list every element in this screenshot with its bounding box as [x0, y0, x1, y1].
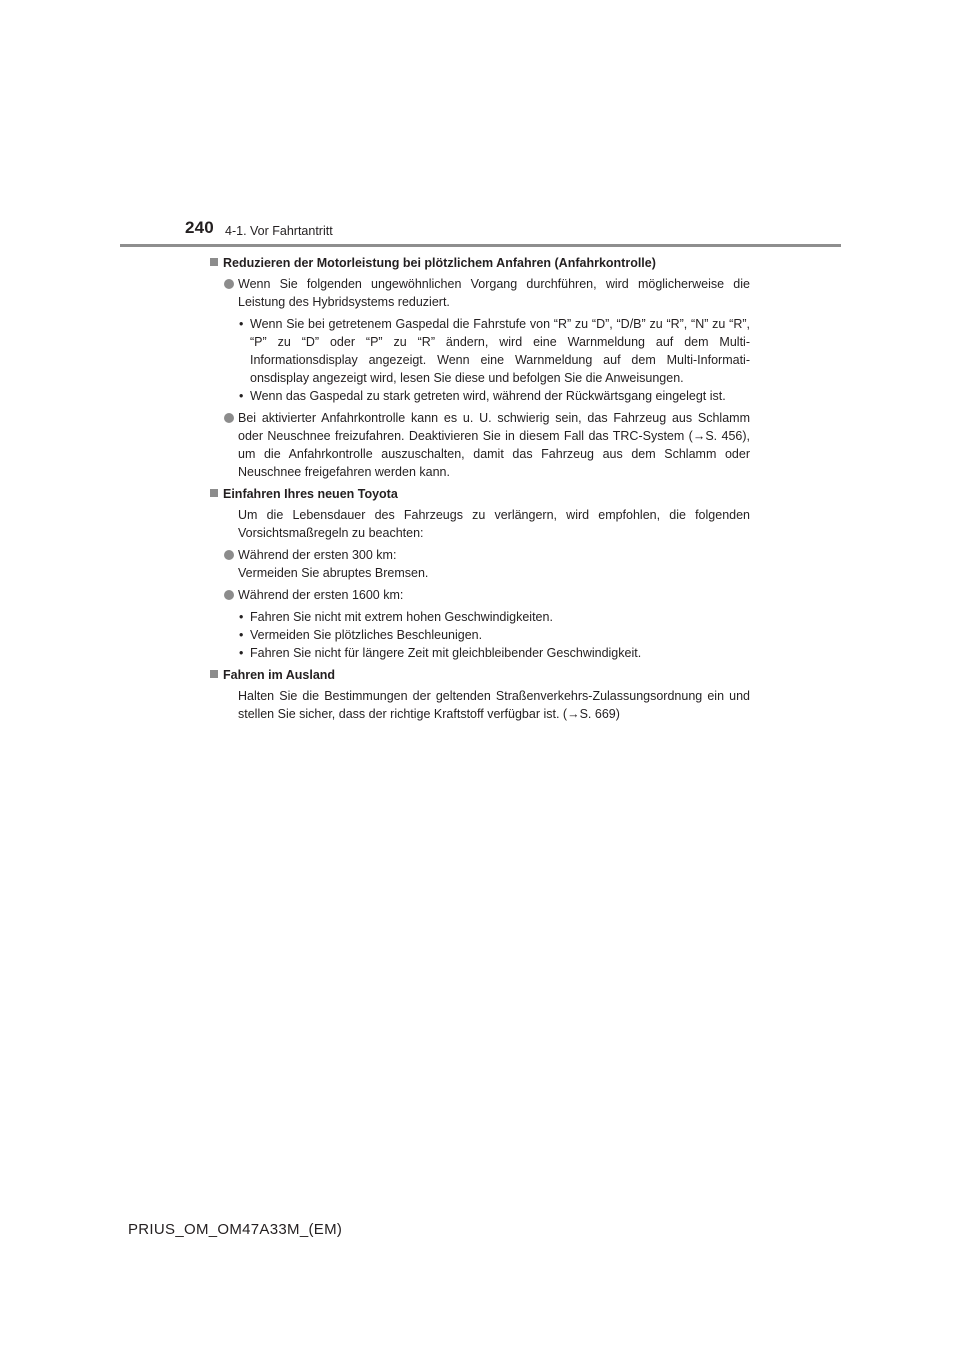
- bullet-item: [210, 275, 750, 405]
- sub-item: [210, 644, 750, 662]
- square-bullet-icon: [210, 670, 218, 678]
- document-code: PRIUS_OM_OM47A33M_(EM): [128, 1221, 343, 1238]
- sub-item-text: Wenn das Gaspedal zu stark getreten wird, während der Rückwärtsgang eingelegt ist.: [250, 389, 726, 403]
- sub-item: [210, 626, 750, 644]
- sub-item-text: Wenn Sie bei getretenem Gaspedal die Fahrstufe von “R” zu “D”, “D/B” zu “R”, “N” zu “R”, “P” zu “D” oder “P” zu “R” ändern, wird eine Warnmeldung auf dem Multi-Informationsdisplay angezeigt. Wenn eine Warnmeldung auf dem Multi-Informationsdisplay angezeigt wird, lesen Sie diese und befolgen Sie die Anweisungen.: [250, 317, 750, 385]
- section-body-text: Halten Sie die Bestimmungen der geltenden Straßenverkehrs-Zulassungsordnung ein und stellen Sie sicher, dass der richtige Kraftstoff verfügbar ist. (→S. 669): [238, 689, 750, 721]
- square-bullet-icon: [210, 258, 218, 266]
- bullet-text: Vermeiden Sie abruptes Bremsen.: [238, 566, 429, 580]
- sub-item-text: Vermeiden Sie plötzliches Beschleunigen.: [250, 628, 483, 642]
- sub-item-text: Fahren Sie nicht mit extrem hohen Geschwindigkeiten.: [250, 610, 553, 624]
- page-number: 240: [185, 218, 214, 237]
- sub-bullet-mark: •: [239, 628, 244, 642]
- page-content: [210, 254, 750, 727]
- circle-bullet-icon: [224, 413, 234, 423]
- section-heading-text: Reduzieren der Motorleistung bei plötzlichem Anfahren (Anfahrkontrolle): [223, 256, 656, 270]
- bullet-text: Während der ersten 1600 km:: [238, 588, 404, 602]
- circle-bullet-icon: [224, 590, 234, 600]
- sub-item: [210, 315, 750, 387]
- bullet-text: Während der ersten 300 km:: [238, 548, 397, 562]
- section-break-in: [210, 485, 750, 662]
- square-bullet-icon: [210, 489, 218, 497]
- section-heading: [210, 666, 750, 684]
- section-heading: [210, 485, 750, 503]
- sub-list: [210, 315, 750, 405]
- sub-bullet-mark: •: [239, 389, 244, 403]
- bullet-item: [210, 409, 750, 481]
- section-intro: Um die Lebensdauer des Fahrzeugs zu verlängern, wird empfohlen, die folgenden Vorsichtsmaßregeln zu beachten:: [238, 508, 750, 540]
- section-driving-abroad: [210, 666, 750, 723]
- section-launch-control: [210, 254, 750, 481]
- section-heading: [210, 254, 750, 272]
- bullet-item: [210, 586, 750, 662]
- sub-list: [210, 608, 750, 662]
- sub-bullet-mark: •: [239, 646, 244, 660]
- section-label: 4-1. Vor Fahrtantritt: [225, 224, 333, 238]
- bullet-text: Bei aktivierter Anfahrkontrolle kann es u. U. schwierig sein, das Fahrzeug aus Schlamm oder Neuschnee freizufahren. Deaktivieren Sie in diesem Fall das TRC-System (→S. 456), um die Anfahrkontrolle auszuschalten, damit das Fahrzeug aus dem Schlamm oder Neuschnee freigefahren werden kann.: [238, 411, 750, 479]
- circle-bullet-icon: [224, 279, 234, 289]
- sub-item: [210, 608, 750, 626]
- bullet-item: [210, 546, 750, 582]
- section-heading-text: Fahren im Ausland: [223, 668, 336, 682]
- sub-item-text: Fahren Sie nicht für längere Zeit mit gleichbleibender Geschwindigkeit.: [250, 646, 642, 660]
- sub-bullet-mark: •: [239, 317, 244, 331]
- bullet-text: Wenn Sie folgenden ungewöhnlichen Vorgang durchführen, wird möglicherweise die Leistung des Hybridsystems reduziert.: [238, 277, 750, 309]
- header-divider: [120, 244, 841, 247]
- sub-bullet-mark: •: [239, 610, 244, 624]
- section-heading-text: Einfahren Ihres neuen Toyota: [223, 487, 398, 501]
- circle-bullet-icon: [224, 550, 234, 560]
- sub-item: [210, 387, 750, 405]
